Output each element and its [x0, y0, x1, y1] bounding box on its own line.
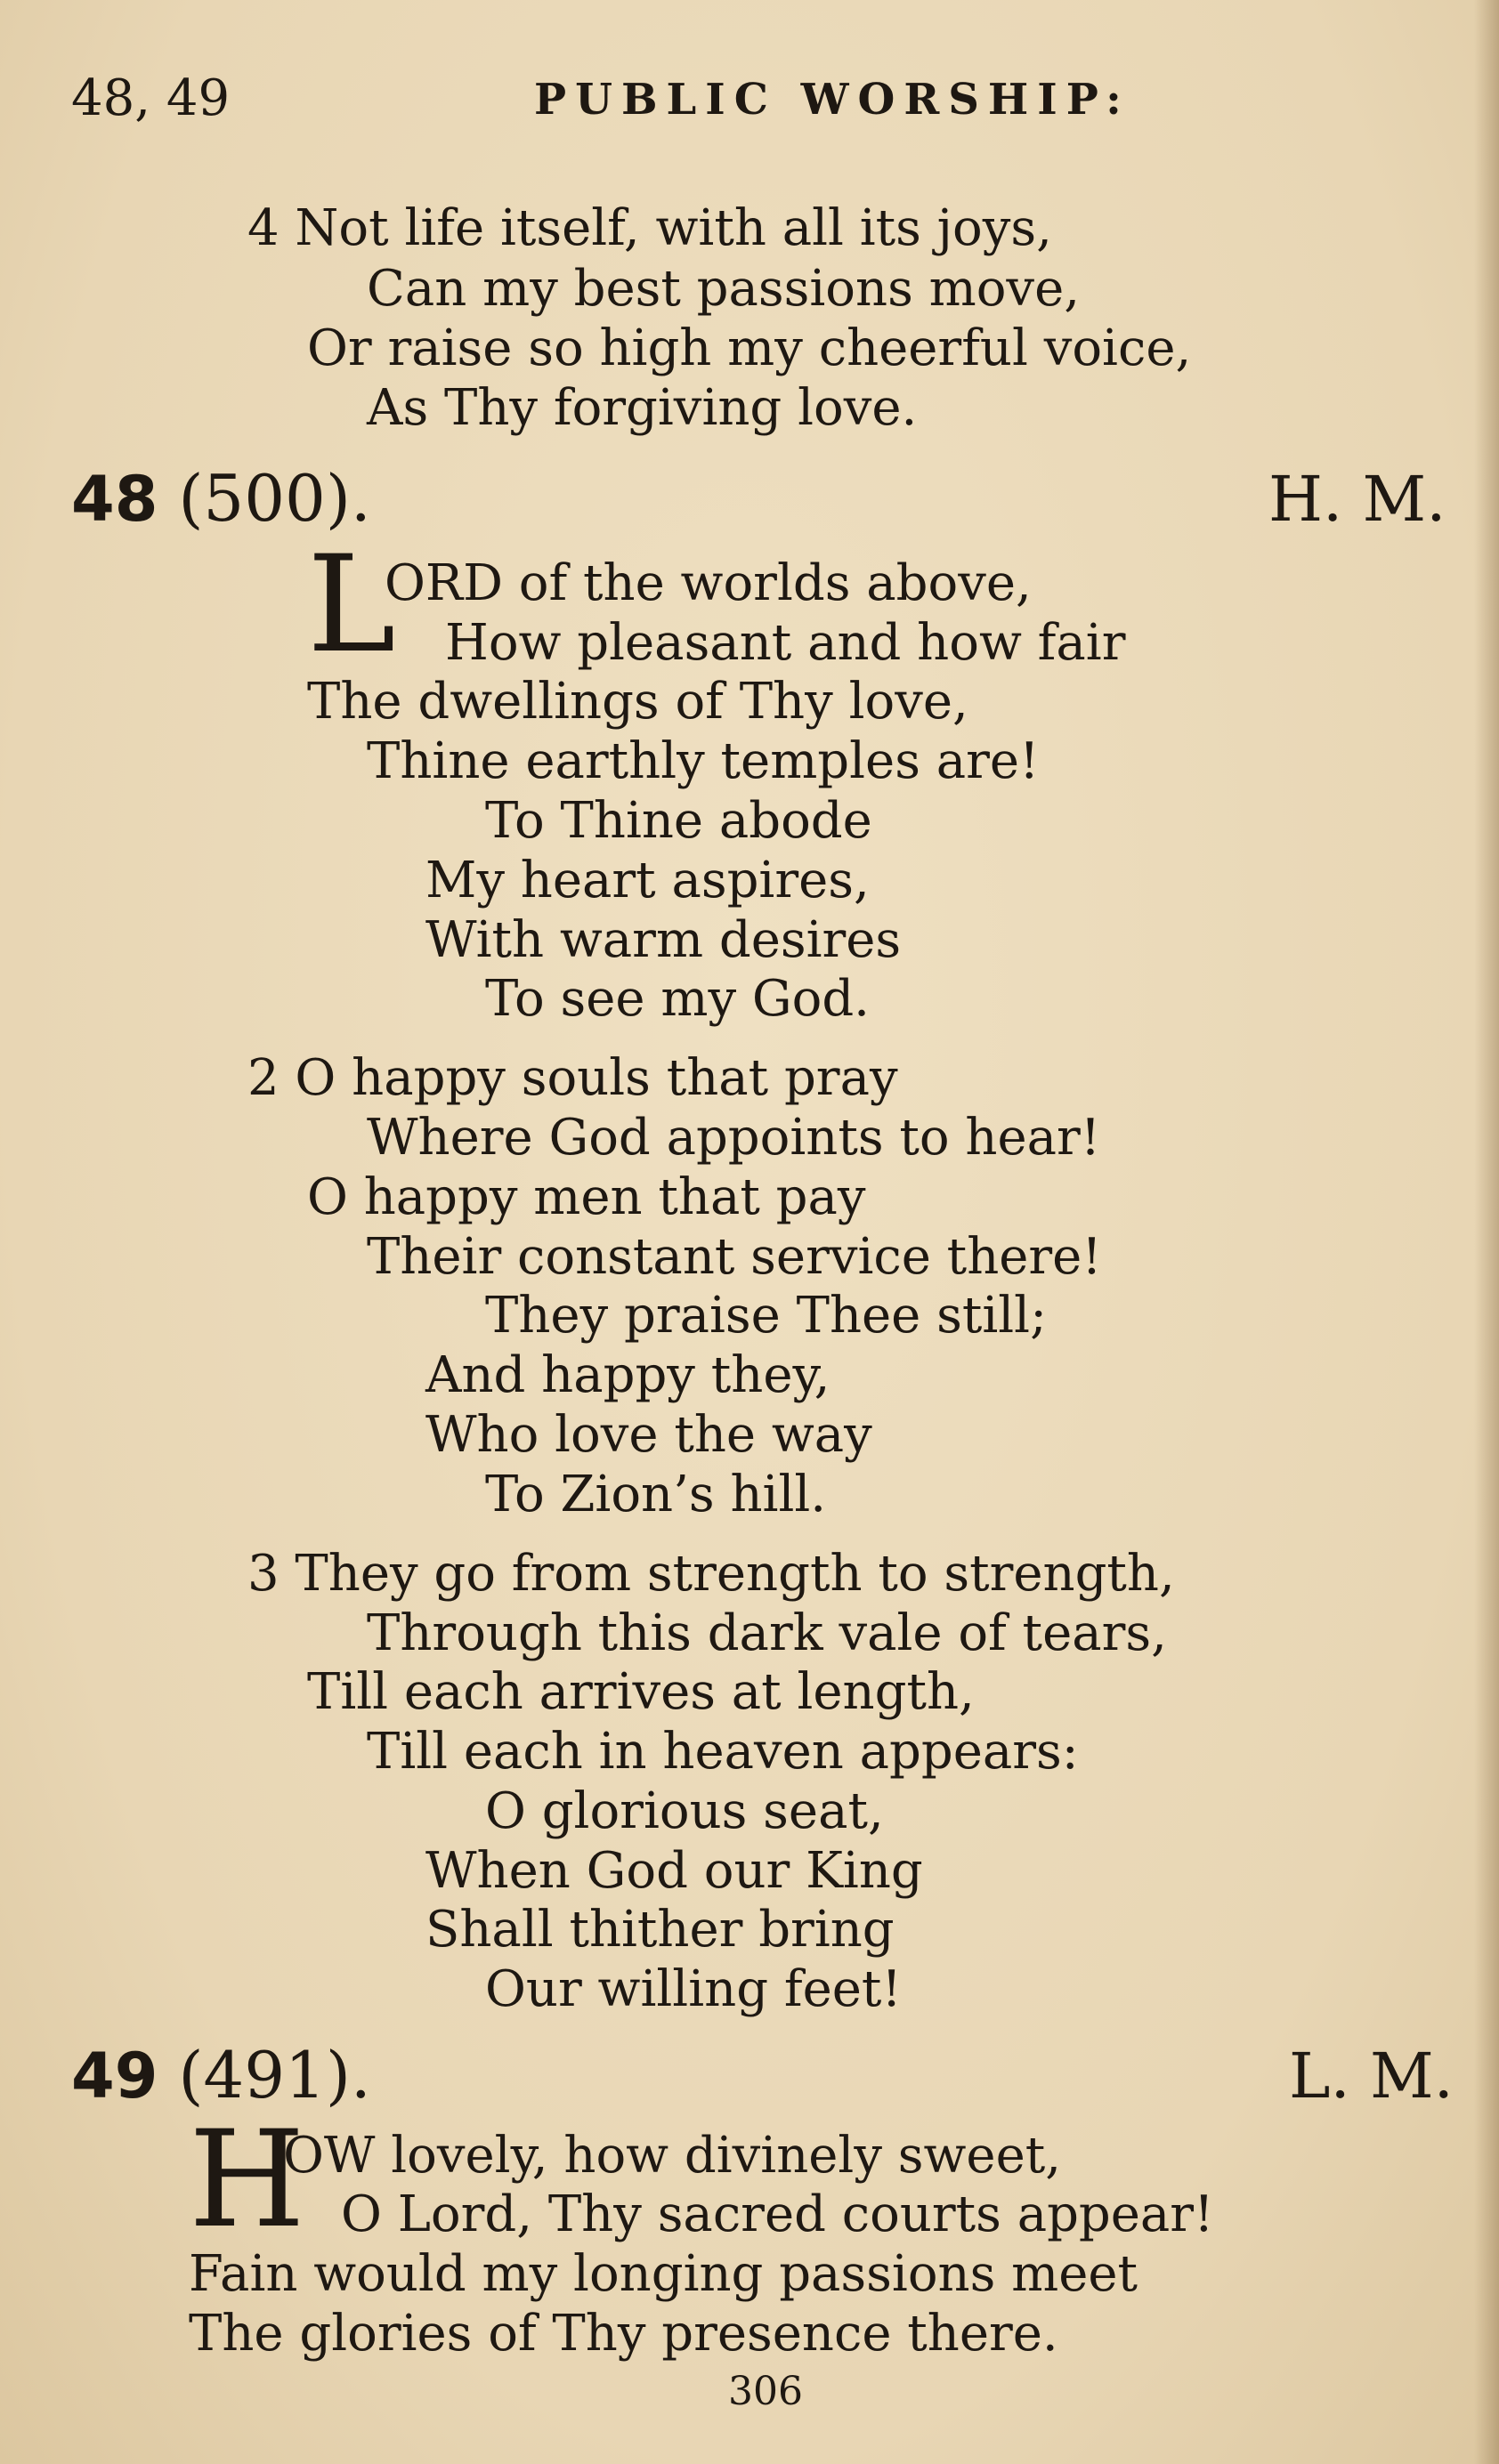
stanza-line: Where God appoints to hear! [367, 1109, 1101, 1167]
stanza-line: Shall thither bring [425, 1901, 895, 1959]
hymn-48-meter: H. M. [1268, 463, 1446, 536]
stanza-line: Our willing feet! [485, 1960, 902, 2018]
stanza-line: When God our King [425, 1842, 923, 1900]
stanza-line: O glorious seat, [485, 1782, 884, 1840]
hymn-49-meter: L. M. [1289, 2040, 1454, 2113]
stanza-line: Till each arrives at length, [307, 1663, 975, 1721]
stanza-line: 3 They go from strength to strength, [247, 1545, 1175, 1603]
stanza-line: The glories of Thy presence there. [189, 2305, 1058, 2363]
hymn-48-heading [71, 461, 371, 536]
stanza-line: O happy men that pay [307, 1168, 866, 1226]
stanza-line: To Zion’s hill. [485, 1466, 827, 1523]
prev-stanza-line: As Thy forgiving love. [367, 379, 918, 437]
hymn-alt-number: (491). [178, 2038, 371, 2113]
running-header [71, 69, 1460, 132]
stanza-line: Fain would my longing passions meet [189, 2245, 1138, 2303]
stanza-line: And happy they, [425, 1346, 831, 1404]
stanza-line: OW lovely, how divinely sweet, [283, 2127, 1062, 2185]
stanza-line: O Lord, Thy sacred courts appear! [341, 2185, 1214, 2243]
drop-cap: L [307, 528, 396, 683]
stanza-line: Thine earthly temples are! [367, 732, 1040, 790]
stanza-line: To Thine abode [485, 792, 872, 850]
page-folio: 306 [728, 2369, 803, 2414]
prev-stanza-line: Or raise so high my cheerful voice, [307, 319, 1192, 377]
header-title: PUBLIC WORSHIP: [534, 75, 1130, 125]
drop-cap: H [189, 2103, 305, 2258]
stanza-line: How pleasant and how fair [445, 614, 1126, 672]
hymn-49-heading [71, 2038, 371, 2113]
stanza-line: Till each in heaven appears: [367, 1723, 1079, 1781]
prev-stanza-line: 4 Not life itself, with all its joys, [247, 199, 1052, 257]
hymn-alt-number: (500). [178, 461, 371, 536]
stanza-line: 2 O happy souls that pray [247, 1049, 898, 1107]
stanza-line: Through this dark vale of tears, [367, 1604, 1167, 1662]
stanza-line: My heart aspires, [425, 852, 870, 909]
stanza-line: To see my God. [485, 970, 870, 1028]
stanza-line: Their constant service there! [367, 1228, 1102, 1286]
prev-stanza-line: Can my best passions move, [367, 260, 1081, 318]
page-edge-shadow [1474, 0, 1499, 2464]
stanza-line: ORD of the worlds above, [385, 554, 1032, 612]
hymn-number: 48 [71, 463, 158, 536]
stanza-line: With warm desires [425, 911, 902, 969]
stanza-line: They praise Thee still; [485, 1287, 1047, 1345]
stanza-line: Who love the way [425, 1406, 872, 1464]
header-page-numbers: 48, 49 [71, 69, 231, 127]
hymn-number: 49 [71, 2040, 158, 2113]
stanza-line: The dwellings of Thy love, [307, 673, 968, 731]
